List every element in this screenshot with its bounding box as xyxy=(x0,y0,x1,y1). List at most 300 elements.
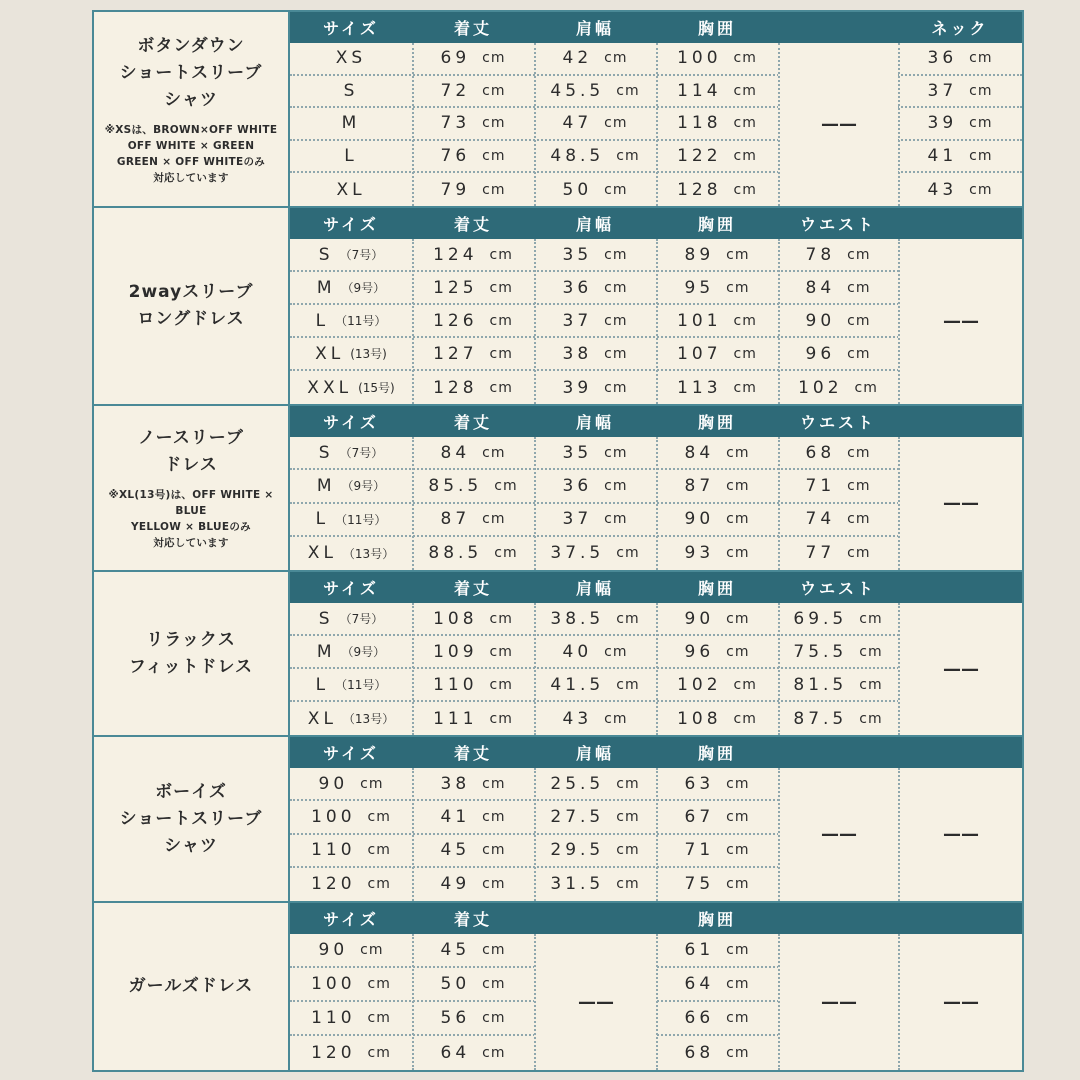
size-number: （13号） xyxy=(342,546,395,561)
header-cell xyxy=(534,903,656,934)
unit-label: cm xyxy=(367,976,391,992)
cell-value: M xyxy=(316,641,336,662)
cell-value: 36 xyxy=(562,277,593,298)
cell-value: 90 xyxy=(684,509,715,530)
unit-label: cm xyxy=(847,477,871,494)
garment-name-line: ロングドレス xyxy=(137,309,245,329)
column-divider xyxy=(534,239,536,404)
header-cell: サイズ xyxy=(323,19,379,38)
size-number: （9号） xyxy=(341,645,386,659)
header-cell: ウエスト xyxy=(799,215,876,234)
cell-value: 45 xyxy=(440,840,471,861)
cell-value: 102 xyxy=(798,377,843,398)
garment-name-line: ショートスリーブ xyxy=(119,62,263,83)
cell-value: 109 xyxy=(433,641,478,662)
unit-label: cm xyxy=(854,379,878,396)
column-divider xyxy=(778,437,780,570)
column-divider xyxy=(898,43,900,206)
cell-size xyxy=(290,108,412,139)
unit-label: cm xyxy=(726,643,750,660)
cell-chest xyxy=(656,768,778,799)
column-divider xyxy=(412,239,414,404)
unit-label: cm xyxy=(726,775,750,792)
cell-chest xyxy=(656,868,778,901)
cell-chest xyxy=(656,305,778,336)
unit-label: cm xyxy=(494,545,518,562)
cell-length xyxy=(412,43,534,74)
cell-value: 108 xyxy=(433,608,478,629)
unit-label: cm xyxy=(969,82,993,99)
unit-label: cm xyxy=(726,1010,750,1026)
cell-value: 39 xyxy=(562,377,593,398)
cell-value: 67 xyxy=(684,806,715,827)
garment-name-line: ボタンダウン xyxy=(137,35,245,56)
cell-value: 75.5 xyxy=(793,641,848,662)
cell-value: 41 xyxy=(440,806,471,827)
cell-size xyxy=(290,338,412,369)
cell-shoulder xyxy=(534,768,656,799)
garment-name-cell xyxy=(94,737,290,903)
column-divider xyxy=(534,43,536,206)
unit-label: cm xyxy=(482,808,506,825)
unit-label: cm xyxy=(726,279,750,296)
cell-chest xyxy=(656,1036,778,1070)
size-number: （13号） xyxy=(342,712,395,726)
cell-chest xyxy=(656,636,778,667)
garment-name-line: シャツ xyxy=(164,835,218,856)
cell-value: L xyxy=(315,310,330,331)
cell-value: 120 xyxy=(311,874,356,895)
header-cell: 着丈 xyxy=(453,910,492,929)
cell-chest xyxy=(656,76,778,107)
cell-length xyxy=(412,173,534,206)
cell-value: 84 xyxy=(805,277,836,298)
cell-value: 114 xyxy=(677,80,722,101)
header-cell: 胸囲 xyxy=(697,579,736,598)
cell-value: 100 xyxy=(677,48,722,69)
unit-label: cm xyxy=(604,643,628,660)
cell-size xyxy=(290,504,412,535)
garment-name-line: ノースリーブ xyxy=(138,428,244,448)
garment-name-line: 2wayスリーブ xyxy=(128,282,254,302)
garment-name-line: フィットドレス xyxy=(128,656,254,677)
unit-label: cm xyxy=(604,345,628,362)
cell-size xyxy=(290,934,412,966)
cell-value: 38 xyxy=(440,773,471,794)
garment-name-line: ガールズドレス xyxy=(128,976,254,996)
cell-chest xyxy=(656,968,778,1000)
cell-value: 96 xyxy=(684,641,715,662)
unit-label: cm xyxy=(367,1010,391,1026)
unit-label: cm xyxy=(847,444,871,461)
header-cell: 着丈 xyxy=(453,744,492,763)
cell-shoulder xyxy=(534,801,656,832)
cell-chest xyxy=(656,470,778,501)
garment-note-line: ※XL(13号)は、OFF WHITE × BLUE xyxy=(108,489,274,517)
garment-note-line: 対応しています xyxy=(153,537,229,549)
cell-length xyxy=(412,702,534,735)
cell-value: 69.5 xyxy=(793,608,848,629)
column-divider xyxy=(534,603,536,735)
cell-value: M xyxy=(341,113,361,134)
cell-value: 72 xyxy=(440,80,471,101)
cell-value: 66 xyxy=(684,1008,715,1028)
unit-label: cm xyxy=(604,511,628,528)
column-divider xyxy=(778,603,780,735)
cell-value: 118 xyxy=(677,113,722,134)
cell-col6 xyxy=(898,141,1022,172)
cell-length xyxy=(412,76,534,107)
unit-label: cm xyxy=(733,148,757,165)
column-divider xyxy=(778,239,780,404)
cell-size xyxy=(290,470,412,501)
cell-value: 95 xyxy=(684,277,715,298)
garment-note-line: GREEN × OFF WHITEのみ xyxy=(116,155,266,168)
cell-size xyxy=(290,141,412,172)
cell-length xyxy=(412,470,534,501)
unit-label: cm xyxy=(733,710,757,727)
unit-label: cm xyxy=(482,976,506,992)
unit-label: cm xyxy=(482,1045,506,1061)
unit-label: cm xyxy=(733,82,757,99)
size-grid xyxy=(290,572,1022,737)
not-applicable-dash: —— xyxy=(778,934,898,1070)
unit-label: cm xyxy=(482,50,506,67)
header-cell: 胸囲 xyxy=(697,19,736,38)
not-applicable-dash: —— xyxy=(778,43,898,206)
header-cell xyxy=(898,572,1022,603)
cell-value: 85.5 xyxy=(428,475,483,496)
cell-value: 96 xyxy=(805,343,836,364)
garment-note-line: 対応しています xyxy=(153,171,229,184)
cell-value: 90 xyxy=(318,940,349,960)
cell-shoulder xyxy=(534,239,656,270)
header-cell: サイズ xyxy=(323,744,379,763)
header-cell: サイズ xyxy=(323,910,379,929)
cell-size xyxy=(290,76,412,107)
cell-value: 73 xyxy=(440,113,471,134)
cell-value: 90 xyxy=(805,310,836,331)
unit-label: cm xyxy=(604,312,628,329)
unit-label: cm xyxy=(847,511,871,528)
cell-length xyxy=(412,504,534,535)
cell-value: 110 xyxy=(311,1008,356,1028)
size-grid xyxy=(290,208,1022,406)
cell-value: 100 xyxy=(311,974,356,994)
cell-length xyxy=(412,305,534,336)
cell-value: 56 xyxy=(440,1008,471,1028)
cell-value: 42 xyxy=(562,48,593,69)
cell-chest xyxy=(656,934,778,966)
cell-shoulder xyxy=(534,76,656,107)
column-divider xyxy=(656,437,658,570)
unit-label: cm xyxy=(616,82,640,99)
table-header xyxy=(290,737,1022,768)
cell-length xyxy=(412,108,534,139)
size-number: (13号) xyxy=(350,347,387,361)
size-number: (15号) xyxy=(358,381,395,395)
header-cell xyxy=(778,12,898,43)
size-chart-sheet xyxy=(92,10,1024,1072)
unit-label: cm xyxy=(616,808,640,825)
table-header xyxy=(290,208,1022,239)
header-cell xyxy=(778,737,898,768)
unit-label: cm xyxy=(482,148,506,165)
cell-value: 35 xyxy=(562,244,593,265)
cell-value: XS xyxy=(335,48,367,69)
unit-label: cm xyxy=(726,976,750,992)
cell-col5 xyxy=(778,636,898,667)
header-cell xyxy=(778,903,898,934)
unit-label: cm xyxy=(604,246,628,263)
garment-section xyxy=(94,208,1022,406)
header-cell: 胸囲 xyxy=(697,910,736,929)
cell-value: 61 xyxy=(684,940,715,960)
not-applicable-dash: —— xyxy=(534,934,656,1070)
cell-value: 78 xyxy=(805,244,836,265)
cell-size xyxy=(290,603,412,634)
size-grid xyxy=(290,737,1022,903)
unit-label: cm xyxy=(482,115,506,132)
cell-value: 37 xyxy=(562,310,593,331)
header-cell: 着丈 xyxy=(453,413,492,432)
cell-col5 xyxy=(778,669,898,700)
cell-value: 111 xyxy=(433,708,478,729)
column-divider xyxy=(412,603,414,735)
cell-chest xyxy=(656,603,778,634)
unit-label: cm xyxy=(604,444,628,461)
unit-label: cm xyxy=(367,808,391,825)
cell-value: 102 xyxy=(677,674,722,695)
unit-label: cm xyxy=(616,610,640,627)
unit-label: cm xyxy=(726,842,750,859)
cell-shoulder xyxy=(534,470,656,501)
unit-label: cm xyxy=(482,842,506,859)
header-cell xyxy=(898,903,1022,934)
garment-name-cell xyxy=(94,12,290,208)
cell-value: 41 xyxy=(927,146,958,167)
unit-label: cm xyxy=(489,379,513,396)
cell-value: 64 xyxy=(684,974,715,994)
cell-value: 113 xyxy=(677,377,722,398)
cell-value: 48.5 xyxy=(550,146,605,167)
unit-label: cm xyxy=(616,775,640,792)
cell-size xyxy=(290,305,412,336)
unit-label: cm xyxy=(726,876,750,893)
cell-length xyxy=(412,1036,534,1070)
unit-label: cm xyxy=(494,477,518,494)
unit-label: cm xyxy=(367,1045,391,1061)
header-cell: サイズ xyxy=(323,579,379,598)
cell-value: 37 xyxy=(562,509,593,530)
cell-shoulder xyxy=(534,537,656,570)
column-divider xyxy=(412,43,414,206)
column-divider xyxy=(534,437,536,570)
garment-note-line: ※XSは、BROWN×OFF WHITE xyxy=(104,123,278,136)
cell-shoulder xyxy=(534,305,656,336)
cell-length xyxy=(412,437,534,468)
cell-value: 90 xyxy=(684,608,715,629)
header-cell xyxy=(898,208,1022,239)
cell-value: 87.5 xyxy=(793,708,848,729)
cell-shoulder xyxy=(534,835,656,866)
unit-label: cm xyxy=(604,115,628,132)
garment-name-line: ボーイズ xyxy=(155,781,227,802)
unit-label: cm xyxy=(360,775,384,792)
cell-value: 75 xyxy=(684,874,715,895)
column-divider xyxy=(656,768,658,901)
size-number: （11号） xyxy=(335,678,387,692)
cell-value: XXL xyxy=(307,377,353,398)
cell-value: 45 xyxy=(440,940,471,960)
cell-value: S xyxy=(318,244,334,265)
unit-label: cm xyxy=(733,676,757,693)
cell-size xyxy=(290,968,412,1000)
unit-label: cm xyxy=(726,246,750,263)
cell-length xyxy=(412,968,534,1000)
cell-size xyxy=(290,868,412,901)
cell-value: 107 xyxy=(677,343,722,364)
garment-note-line: OFF WHITE × GREEN xyxy=(127,139,255,152)
garment-section xyxy=(94,572,1022,737)
cell-value: 39 xyxy=(927,113,958,134)
unit-label: cm xyxy=(859,610,883,627)
unit-label: cm xyxy=(482,775,506,792)
unit-label: cm xyxy=(969,115,993,132)
cell-value: 88.5 xyxy=(428,543,483,564)
unit-label: cm xyxy=(604,710,628,727)
table-header xyxy=(290,903,1022,934)
cell-value: 100 xyxy=(311,806,356,827)
cell-value: XL xyxy=(336,179,366,200)
cell-chest xyxy=(656,669,778,700)
unit-label: cm xyxy=(604,50,628,67)
garment-name-cell xyxy=(94,572,290,737)
not-applicable-dash: —— xyxy=(898,934,1022,1070)
cell-value: 49 xyxy=(440,874,471,895)
column-divider xyxy=(412,437,414,570)
garment-section xyxy=(94,406,1022,572)
cell-value: 90 xyxy=(318,773,349,794)
cell-value: 108 xyxy=(677,708,722,729)
cell-value: XL xyxy=(307,708,337,729)
cell-length xyxy=(412,141,534,172)
unit-label: cm xyxy=(367,876,391,893)
cell-value: 50 xyxy=(562,179,593,200)
header-cell xyxy=(898,406,1022,437)
column-divider xyxy=(412,768,414,901)
cell-value: 69 xyxy=(440,48,471,69)
cell-value: 63 xyxy=(684,773,715,794)
header-cell: ウエスト xyxy=(799,413,876,432)
unit-label: cm xyxy=(489,345,513,362)
cell-size xyxy=(290,768,412,799)
cell-value: 43 xyxy=(562,708,593,729)
size-grid xyxy=(290,12,1022,208)
header-cell: 着丈 xyxy=(453,579,492,598)
unit-label: cm xyxy=(489,643,513,660)
cell-size xyxy=(290,835,412,866)
cell-length xyxy=(412,768,534,799)
cell-size xyxy=(290,636,412,667)
header-cell: サイズ xyxy=(323,215,379,234)
unit-label: cm xyxy=(489,610,513,627)
cell-value: 68 xyxy=(684,1043,715,1063)
cell-value: 37.5 xyxy=(550,543,605,564)
header-cell: 着丈 xyxy=(453,215,492,234)
unit-label: cm xyxy=(733,115,757,132)
unit-label: cm xyxy=(489,710,513,727)
garment-name-cell xyxy=(94,903,290,1072)
cell-size xyxy=(290,437,412,468)
column-divider xyxy=(412,934,414,1070)
unit-label: cm xyxy=(367,842,391,859)
cell-shoulder xyxy=(534,43,656,74)
unit-label: cm xyxy=(969,181,993,198)
cell-value: 64 xyxy=(440,1043,471,1063)
cell-col5 xyxy=(778,702,898,735)
cell-shoulder xyxy=(534,371,656,404)
unit-label: cm xyxy=(733,50,757,67)
unit-label: cm xyxy=(604,181,628,198)
cell-col6 xyxy=(898,173,1022,206)
cell-shoulder xyxy=(534,504,656,535)
cell-shoulder xyxy=(534,437,656,468)
cell-value: 93 xyxy=(684,543,715,564)
cell-size xyxy=(290,702,412,735)
unit-label: cm xyxy=(604,379,628,396)
cell-value: 87 xyxy=(440,509,471,530)
cell-chest xyxy=(656,108,778,139)
cell-length xyxy=(412,603,534,634)
header-cell: 肩幅 xyxy=(575,744,614,763)
cell-value: 120 xyxy=(311,1043,356,1063)
unit-label: cm xyxy=(482,82,506,99)
cell-value: S xyxy=(343,80,359,101)
not-applicable-dash: —— xyxy=(898,768,1022,901)
cell-value: 68 xyxy=(805,442,836,463)
unit-label: cm xyxy=(482,181,506,198)
unit-label: cm xyxy=(489,279,513,296)
header-cell: 肩幅 xyxy=(575,19,614,38)
unit-label: cm xyxy=(726,1045,750,1061)
cell-value: 110 xyxy=(311,840,356,861)
cell-col5 xyxy=(778,272,898,303)
unit-label: cm xyxy=(482,1010,506,1026)
cell-length xyxy=(412,1002,534,1034)
garment-section xyxy=(94,12,1022,208)
cell-col5 xyxy=(778,504,898,535)
unit-label: cm xyxy=(726,942,750,958)
unit-label: cm xyxy=(604,279,628,296)
cell-chest xyxy=(656,239,778,270)
cell-size xyxy=(290,272,412,303)
cell-length xyxy=(412,537,534,570)
garment-name-cell xyxy=(94,406,290,572)
garment-section xyxy=(94,737,1022,903)
cell-chest xyxy=(656,835,778,866)
garment-name-line: リラックス xyxy=(146,629,236,650)
unit-label: cm xyxy=(859,710,883,727)
garment-name-line: シャツ xyxy=(164,89,218,110)
header-cell: 肩幅 xyxy=(575,215,614,234)
unit-label: cm xyxy=(616,545,640,562)
size-number: （7号） xyxy=(339,612,384,626)
cell-value: 47 xyxy=(562,113,593,134)
size-number: （11号） xyxy=(335,314,387,328)
cell-value: L xyxy=(315,509,330,530)
not-applicable-dash: —— xyxy=(778,768,898,901)
